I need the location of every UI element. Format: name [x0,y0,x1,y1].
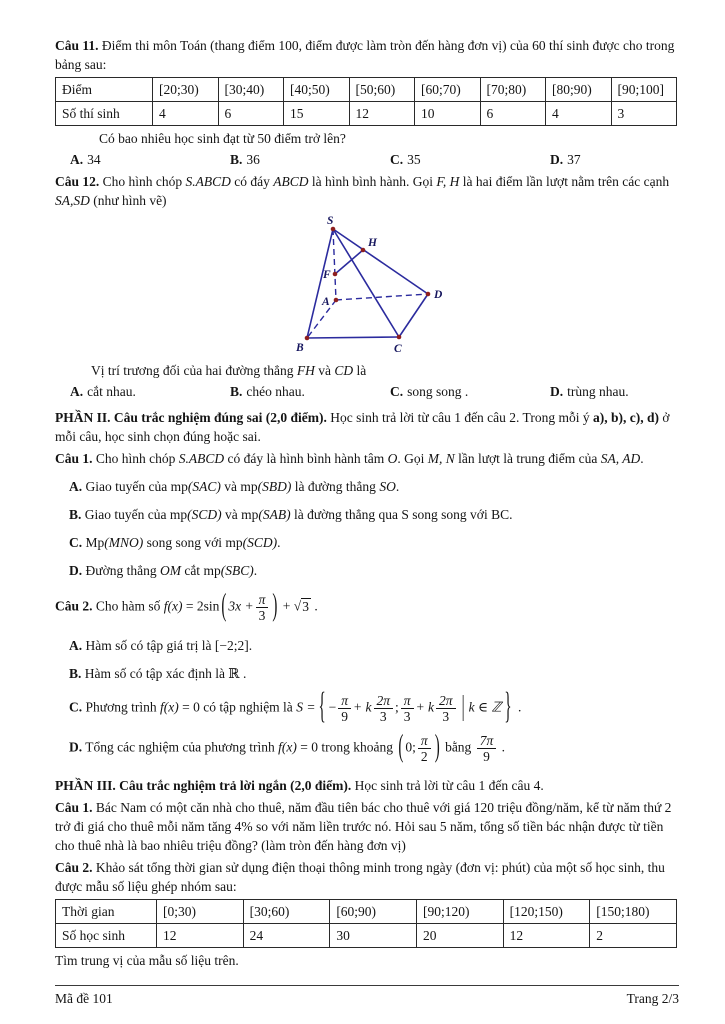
vertex-label-b: B [296,342,304,354]
q11-statement [55,36,679,74]
fraction-numerator: π [403,693,411,708]
math-segment: OM [159,563,181,578]
set-bar: | [461,692,465,723]
math-segment: SO [379,479,396,494]
q12-label: Câu 12. [55,174,100,189]
p2c1-option-c [69,533,679,552]
p3c1-label: Câu 1. [55,800,93,815]
part2-header [55,408,679,446]
table-cell: [70;80) [480,78,546,102]
fraction-denominator: 9 [338,708,351,724]
text-segment: và mp [220,479,258,494]
option-text: song song . [407,384,469,399]
text-segment: Giao tuyến của mp [85,479,188,494]
math-segment: 0; [405,739,416,755]
table-cell: 12 [503,924,590,948]
vertex-labels [295,215,443,355]
option-letter: B. [230,384,243,399]
table-cell: [150;180) [590,900,677,924]
table-header-cell: Số học sinh [56,924,157,948]
text-segment: có đáy là hình bình hành tâm [224,451,388,466]
text-segment: cắt mp [180,563,221,578]
fraction-numerator: 2π [439,693,453,708]
fraction-numerator: π [258,592,266,607]
fraction-denominator: 3 [401,708,414,724]
math-segment: [−2;2] [214,638,249,653]
text-segment: Cho hình chóp [95,451,179,466]
q12-statement [55,172,679,210]
text-segment: Vị trí trương đối của hai đường thẳng [91,363,297,378]
math-segment: ℝ [228,666,240,681]
text-segment: Tổng các nghiệm của phương trình [85,739,279,755]
p2c1-label: Câu 1. [55,451,93,466]
text-segment: là đường thẳng [291,479,380,494]
table-cell: [60;90) [330,900,417,924]
fraction-numerator: π [341,693,349,708]
option-letter: B. [230,152,243,167]
text-segment: có tập nghiệm là [199,699,297,715]
option-letter: A. [69,638,83,653]
table-cell: 6 [218,102,284,126]
math-segment: − [328,699,337,715]
text-segment: trong khoảng [318,739,397,755]
math-segment: SA,SD [55,193,90,208]
math-segment: S.ABCD [178,451,225,466]
math-segment: FH [296,363,315,378]
text-segment: . [253,563,258,578]
table-cell: [20;30) [153,78,219,102]
radical-sign: √ [293,598,302,614]
option-letter: B. [69,507,82,522]
open-brace: { [318,687,326,728]
fraction-denominator: 2 [418,748,431,764]
close-paren: ) [434,730,440,765]
p3c2-statement [55,858,679,896]
fraction-numerator: π [420,733,428,748]
option-text: 37 [567,152,581,167]
p3c2-time-table [55,899,677,948]
table-header-cell: Điểm [56,78,153,102]
text-segment: Mp [85,535,105,550]
table-cell: 4 [546,102,612,126]
table-cell: [30;60) [243,900,330,924]
text-segment: . [310,598,318,614]
table-cell: 24 [243,924,330,948]
fraction [418,733,431,764]
table-cell: 20 [416,924,503,948]
table-cell: [40;50) [284,78,350,102]
math-segment: (SBD) [257,479,292,494]
text-segment: . [514,699,522,715]
text-segment: Đường thẳng [85,563,160,578]
fraction-denominator: 3 [256,607,269,623]
text-segment: . [395,479,400,494]
table-row [56,102,677,126]
option-text: trùng nhau. [567,384,629,399]
page-number: Trang 2/3 [626,991,679,1006]
option-text: 34 [87,152,101,167]
option-d [550,150,679,169]
math-segment: ABCD [273,174,309,189]
p2c2-option-a [69,636,679,655]
fraction-denominator: 9 [477,748,497,764]
option-b [230,382,390,401]
math-fx: f(x) [278,739,297,755]
text-segment: và [314,363,335,378]
table-cell: [90;100] [611,78,677,102]
q11-score-table [55,77,677,126]
table-cell: [80;90) [546,78,612,102]
part2-instructions: Học sinh trả lời từ câu 1 đến câu 2. Trong mỗi ý [326,410,593,425]
open-paren: ( [221,589,227,624]
text-segment: Cho hàm số [95,598,164,614]
p3c2-question: Tìm trung vị của mẫu số liệu trên. [55,953,239,968]
p2c2-option-c [69,687,679,728]
table-cell: 2 [590,924,677,948]
math-segment: + k [415,699,435,715]
math-segment: SA, AD [600,451,641,466]
vertex-label-f: F [323,269,331,281]
math-fx: f(x) [163,598,183,614]
math-segment: + k [353,699,372,715]
table-cell: 30 [330,924,417,948]
option-letter: C. [390,152,404,167]
fraction [374,693,394,724]
sqrt-expression [294,598,311,614]
text-segment: . [248,638,253,653]
math-segment: S = [296,699,316,715]
table-cell: [120;150) [503,900,590,924]
text-segment: song song với mp [143,535,243,550]
option-letter: A. [69,479,83,494]
option-letter: C. [69,535,83,550]
p3c1-statement [55,798,679,855]
text-segment: là hình bình hành. Gọi [308,174,437,189]
vertex-label-d: D [434,289,443,301]
option-c [390,382,550,401]
part3-header [55,776,679,795]
q11-question: Có bao nhiêu học sinh đạt từ 50 điểm trở lên? [99,131,346,146]
fraction-denominator: 3 [436,708,456,724]
math-segment: 3x + [228,598,254,614]
q11-text: Điểm thi môn Toán (thang điểm 100, điểm được làm tròn đến hàng đơn vị) của 60 thí sinh được cho trong bảng sau: [55,38,675,72]
radicand: 3 [302,598,309,614]
p3c1-text: Bác Nam có một căn nhà cho thuê, năm đầu tiên bác cho thuê với giá 120 triệu đồng/năm, kể từ năm thứ 2 trở đi giá cho thuê mỗi năm tăng 4% so với năm liền trước nó. Hỏi sau 5 năm, tổng số tiền bác nhận được từ tiền cho thuê nhà là bao nhiêu triệu đồng? (làm tròn đến hàng đơn vị) [55,800,672,853]
table-cell: 15 [284,102,350,126]
math-segment: = 0 [182,699,200,715]
text-segment: lần lượt là trung điểm của [454,451,601,466]
option-letter: A. [70,152,84,167]
q11-label: Câu 11. [55,38,99,53]
fraction [256,592,269,623]
option-text: chéo nhau. [246,384,305,399]
close-brace: } [504,687,512,728]
option-letter: D. [69,739,83,755]
fraction-denominator: 3 [374,708,394,724]
math-segment: (SCD) [242,535,278,550]
table-cell: 10 [415,102,481,126]
p2c1-statement [55,449,679,468]
fraction [401,693,414,724]
text-segment: . [239,666,247,681]
math-segment: ; [395,699,399,715]
math-segment: S.ABCD [185,174,231,189]
fraction-numerator: 7π [479,733,494,748]
table-cell: [50;60) [349,78,415,102]
p2c1-option-b [69,505,679,524]
option-a [70,150,230,169]
option-text: 36 [246,152,260,167]
q11-options [55,150,679,169]
option-letter: B. [69,666,82,681]
option-c [390,150,550,169]
fraction [477,733,497,764]
option-letter: C. [69,699,83,715]
p2c1-option-d [69,561,679,580]
table-cell: 12 [157,924,244,948]
math-segment: = 0 [300,739,319,755]
table-cell: [60;70) [415,78,481,102]
option-letter: C. [390,384,404,399]
table-cell: 3 [611,102,677,126]
fraction [436,693,456,724]
table-row [56,900,677,924]
exam-code: Mã đề 101 [55,991,113,1006]
option-a [70,382,230,401]
part2-abcd: a), b), c), d) [592,410,659,425]
pyramid-figure [288,213,463,361]
vertex-label-h: H [368,237,377,249]
text-segment: Hàm số có tập xác định là [84,666,229,681]
part2-title: PHẦN II. Câu trắc nghiệm đúng sai (2,0 điểm). [55,410,327,425]
math-segment: = 2sin [185,598,220,614]
p2c2-statement [55,589,679,624]
table-row [56,78,677,102]
table-header-cell: Số thí sinh [56,102,153,126]
table-cell: [0;30) [157,900,244,924]
text-segment: (như hình vẽ) [89,193,167,208]
text-segment: bằng [441,739,475,755]
math-segment: O [387,451,398,466]
text-segment: . Gọi [397,451,428,466]
text-segment: Cho hình chóp [102,174,186,189]
open-paren: ( [398,730,404,765]
text-segment: là hai điểm lần lượt nằm trên các cạnh [459,174,670,189]
part2-instructions-2: ở mỗi câu, học sinh chọn đúng hoặc sai. [55,410,670,444]
vertex-label-s: S [327,215,334,227]
math-segment: k ∈ ℤ [468,699,502,715]
math-segment: (MNO) [104,535,144,550]
table-cell: 6 [480,102,546,126]
text-segment: Hàm số có tập giá trị là [85,638,215,653]
close-paren: ) [272,589,278,624]
math-segment: (SBC) [220,563,254,578]
page-footer [55,985,679,1008]
vertex-label-a: A [322,296,330,308]
math-segment: CD [334,363,354,378]
option-text: cắt nhau. [87,384,136,399]
p2c2-label: Câu 2. [55,598,93,614]
text-segment: là đường thẳng qua S song song với BC. [290,507,513,522]
text-segment: Phương trình [85,699,160,715]
text-segment: . [640,451,644,466]
text-segment: và mp [221,507,259,522]
vertex-label-c: C [394,343,402,355]
option-letter: D. [69,563,83,578]
p3c2-label: Câu 2. [55,860,93,875]
option-letter: A. [70,384,84,399]
p2c2-option-d [69,730,679,765]
math-segment: + [282,598,291,614]
table-cell: [90;120) [416,900,503,924]
text-segment: có đáy [230,174,274,189]
part3-instructions: Học sinh trả lời từ câu 1 đến câu 4. [351,778,544,793]
option-d [550,382,679,401]
text-segment: Giao tuyến của mp [84,507,188,522]
math-segment: (SCD) [187,507,222,522]
fraction-numerator: 2π [376,693,391,708]
q12-options [55,382,679,401]
math-segment: F, H [436,174,460,189]
option-text: 35 [407,152,421,167]
option-b [230,150,390,169]
text-segment: là [353,363,367,378]
p2c2-option-b [69,664,679,683]
text-segment: . [277,535,281,550]
text-segment: . [498,739,505,755]
fraction [338,693,351,724]
option-letter: D. [550,384,564,399]
table-cell: 12 [349,102,415,126]
part3-title: PHẦN III. Câu trắc nghiệm trả lời ngắn (2,0 điểm). [55,778,352,793]
table-cell: [30;40) [218,78,284,102]
math-segment: (SAB) [258,507,291,522]
p2c1-option-a [69,477,679,496]
table-header-cell: Thời gian [56,900,157,924]
math-segment: M, N [427,451,455,466]
q12-question [55,361,679,380]
table-row [56,924,677,948]
option-letter: D. [550,152,564,167]
math-fx: f(x) [159,699,179,715]
math-segment: (SAC) [187,479,221,494]
table-cell: 4 [153,102,219,126]
pyramid-svg [288,213,463,361]
p3c2-text: Khảo sát tổng thời gian sử dụng điện thoại thông minh trong ngày (đơn vị: phút) của một số học sinh, thu được mẫu số liệu ghép nhóm sau: [55,860,665,894]
